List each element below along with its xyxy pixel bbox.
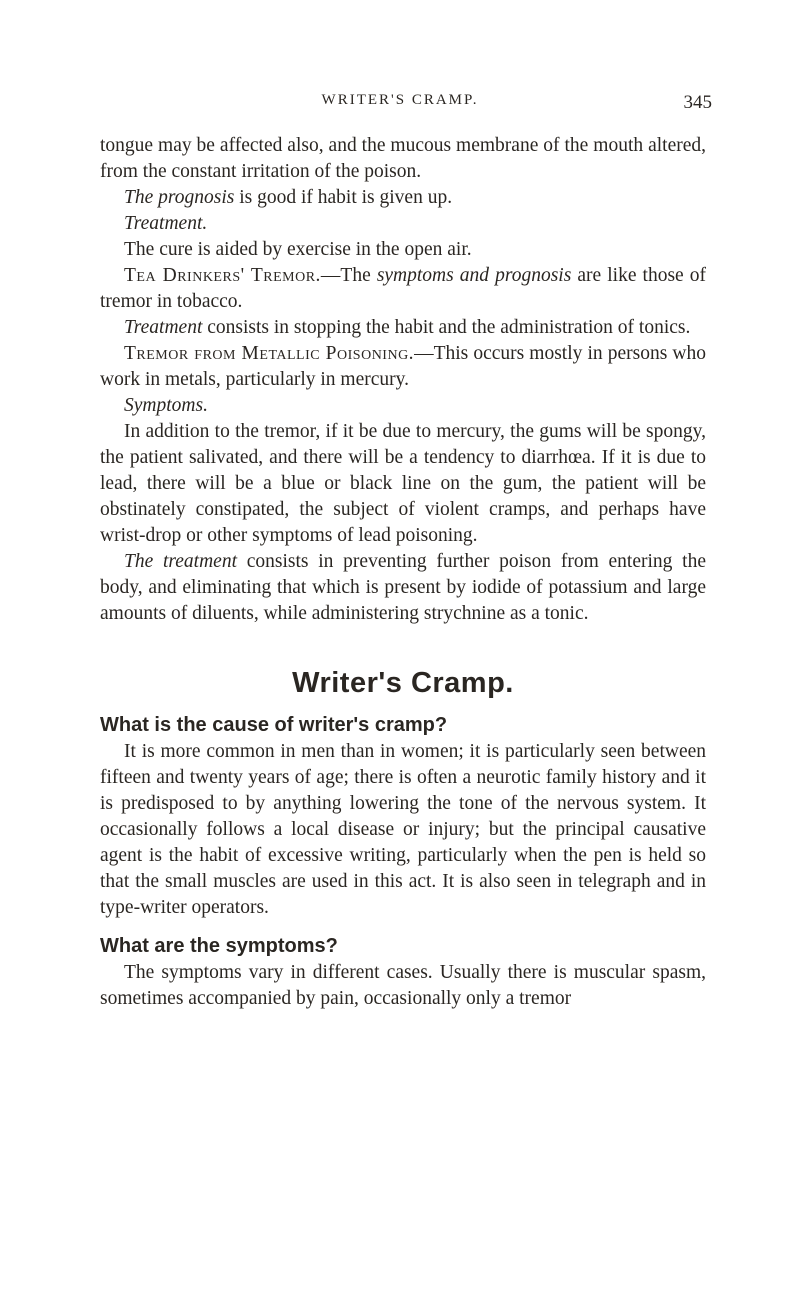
running-title: WRITER'S CRAMP. bbox=[321, 92, 479, 108]
paragraph-cure: The cure is aided by exercise in the open air. bbox=[124, 239, 472, 260]
treatment-metallic-text: consists in preventing further poison from entering the body, and eliminating that which is present by iodide of potassium and large amounts of diluents, while administering strychnine as a tonic. bbox=[100, 551, 706, 624]
treatment-label: Treatment. bbox=[124, 213, 208, 234]
metallic-text: —This occurs mostly in persons who work in metals, particularly in mercury. bbox=[100, 343, 706, 390]
answer-cause: It is more common in men than in women; it is particularly seen between fifteen and twenty years of age; there is often a neurotic family history and it is predisposed to by anything lowering the tone of the nervous system. It occasionally follows a local disease or injury; but the principal causative agent is the habit of excessive writing, particularly when the pen is held so that the small muscles are used in this act. It is also seen in telegraph and in type-writer operators. bbox=[100, 741, 706, 918]
tea-treatment-label: Treatment bbox=[124, 317, 203, 338]
paragraph-mercury-lead: In addition to the tremor, if it be due to mercury, the gums will be spongy, the patient salivated, and there will be a tendency to diarrhœa. If it is due to lead, there will be a blue or black line on the gum, the patient will be obstinately constipated, the subject of violent cramps, and perhaps have wrist-drop or other symptoms of lead poisoning. bbox=[100, 421, 706, 546]
paragraph-tea-drinkers bbox=[100, 263, 706, 315]
answer-symptoms: The symptoms vary in different cases. Usually there is muscular spasm, sometimes accompanied by pain, occasionally only a tremor bbox=[100, 962, 706, 1009]
page-header bbox=[88, 92, 712, 118]
paragraph-tea-treatment bbox=[100, 315, 706, 341]
tea-drinkers-em: symptoms and prognosis bbox=[376, 265, 572, 286]
paragraph-tongue: tongue may be affected also, and the mucous membrane of the mouth altered, from the constant irritation of the poison. bbox=[100, 135, 706, 182]
paragraph-prognosis bbox=[100, 185, 706, 211]
prognosis-text: is good if habit is given up. bbox=[234, 187, 453, 208]
tea-drinkers-text: are like those of tremor in tobacco. bbox=[100, 265, 707, 312]
prognosis-label: The prognosis bbox=[124, 187, 235, 208]
spacer bbox=[100, 921, 706, 935]
page-body bbox=[100, 133, 706, 1012]
paragraph-treatment-metallic bbox=[100, 549, 706, 627]
question-cause: What is the cause of writer's cramp? bbox=[100, 714, 448, 736]
section-title: Writer's Cramp. bbox=[292, 667, 514, 699]
tea-drinkers-dash: —The bbox=[320, 265, 377, 286]
paragraph-treatment-heading bbox=[100, 211, 706, 237]
paragraph-metallic bbox=[100, 341, 706, 393]
paragraph-symptoms-heading bbox=[100, 393, 706, 419]
symptoms-label: Symptoms. bbox=[124, 395, 208, 416]
metallic-heading: Tremor from Metallic Poisoning. bbox=[124, 343, 415, 364]
page-number: 345 bbox=[683, 92, 712, 113]
tea-drinkers-heading: Tea Drinkers' Tremor. bbox=[124, 265, 321, 286]
question-symptoms: What are the symptoms? bbox=[100, 935, 338, 957]
treatment-metallic-label: The treatment bbox=[124, 551, 238, 572]
tea-treatment-text: consists in stopping the habit and the administration of tonics. bbox=[202, 317, 691, 338]
